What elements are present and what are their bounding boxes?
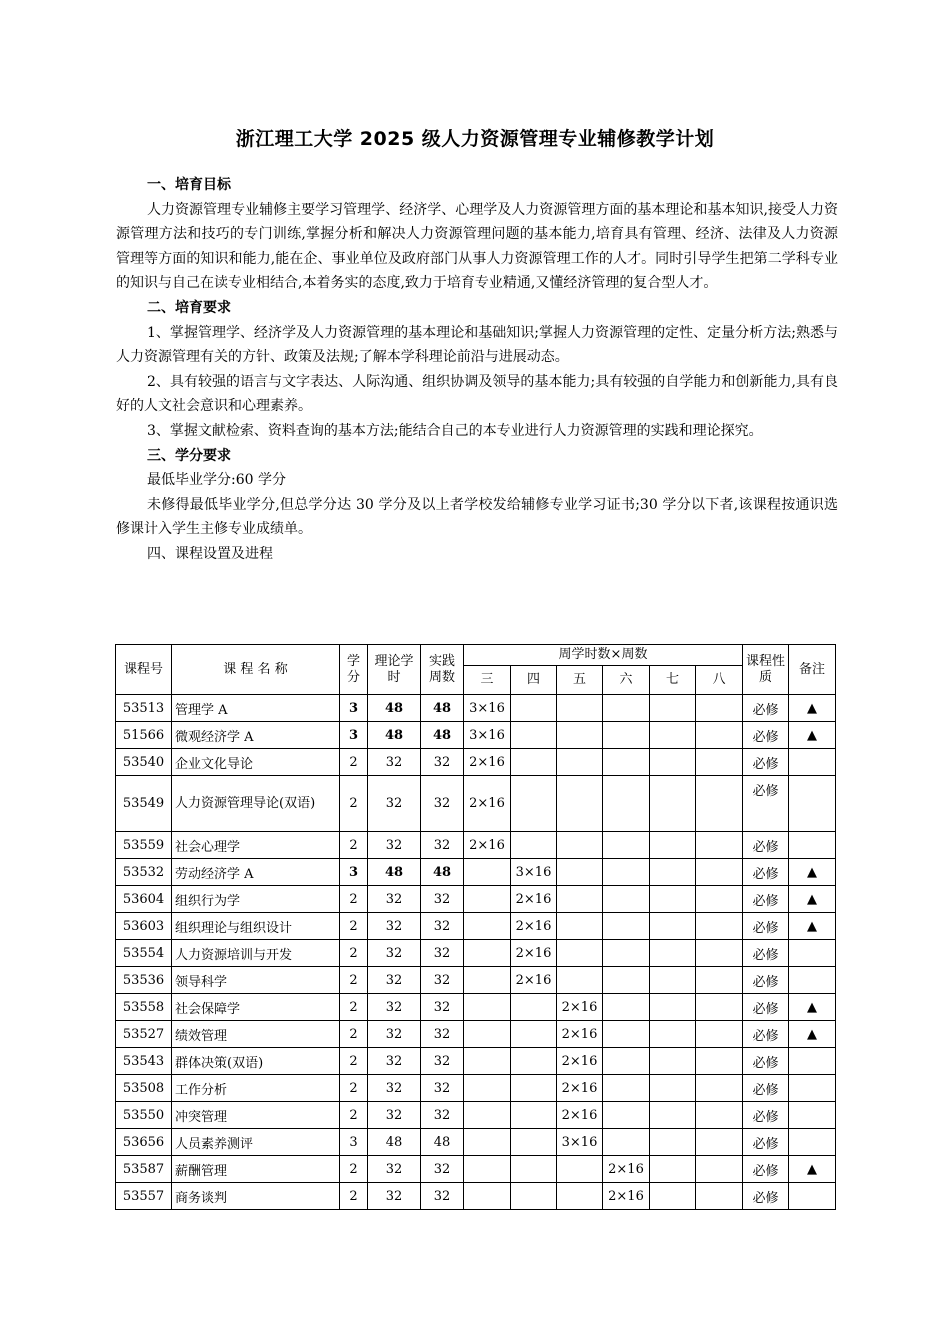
sem7-cell: [650, 967, 696, 994]
course-remark: [789, 749, 836, 776]
sem7-cell: [650, 1129, 696, 1156]
sem3-cell: [464, 940, 511, 967]
sem3-cell: [464, 1129, 511, 1156]
table-row: [116, 1156, 836, 1183]
header-sem4: 四: [511, 666, 557, 695]
sem4-cell: [511, 722, 557, 749]
header-sem6: 六: [603, 666, 650, 695]
sem7-cell: [650, 695, 696, 722]
course-code: 53603: [116, 913, 172, 940]
sem6-cell: [603, 994, 650, 1021]
course-credit: 2: [340, 913, 368, 940]
sem6-cell: [603, 695, 650, 722]
sem6-cell: [603, 749, 650, 776]
course-nature: 必修: [743, 967, 789, 994]
sem6-cell: 2×16: [603, 1183, 650, 1210]
course-name: 商务谈判: [172, 1183, 340, 1210]
sem6-cell: [603, 913, 650, 940]
sem3-cell: [464, 1156, 511, 1183]
course-name: 冲突管理: [172, 1102, 340, 1129]
sem8-cell: [696, 749, 743, 776]
course-theory-hours: 48: [368, 722, 421, 749]
course-credit: 2: [340, 832, 368, 859]
course-nature: 必修: [743, 940, 789, 967]
sem6-cell: 2×16: [603, 1156, 650, 1183]
course-nature: 必修: [743, 1129, 789, 1156]
course-theory-hours: 32: [368, 994, 421, 1021]
course-theory-hours: 32: [368, 1075, 421, 1102]
course-remark: ▲: [789, 859, 836, 886]
sem5-cell: [557, 886, 603, 913]
course-name: 微观经济学 A: [172, 722, 340, 749]
sem6-cell: [603, 967, 650, 994]
sem7-cell: [650, 1075, 696, 1102]
course-name: 领导科学: [172, 967, 340, 994]
sem6-cell: [603, 832, 650, 859]
sem6-cell: [603, 722, 650, 749]
header-sem3: 三: [464, 666, 511, 695]
sem7-cell: [650, 1102, 696, 1129]
course-theory-hours: 48: [368, 695, 421, 722]
course-remark: [789, 940, 836, 967]
header-sem5: 五: [557, 666, 603, 695]
course-remark: ▲: [789, 994, 836, 1021]
header-nature: 课程性质: [743, 645, 789, 695]
course-remark: [789, 1183, 836, 1210]
course-theory-hours: 32: [368, 832, 421, 859]
table-row: [116, 994, 836, 1021]
course-nature: 必修: [743, 1183, 789, 1210]
course-rows: [116, 695, 836, 1210]
header-remark: 备注: [789, 645, 836, 695]
requirement-3: 3、掌握文献检索、资料查询的基本方法;能结合自己的本专业进行人力资源管理的实践和理论探究。: [147, 422, 763, 439]
course-nature: 必修: [743, 913, 789, 940]
course-theory-hours: 32: [368, 776, 421, 832]
course-credit: 2: [340, 1075, 368, 1102]
sem7-cell: [650, 994, 696, 1021]
sem7-cell: [650, 940, 696, 967]
table-row: [116, 940, 836, 967]
sem8-cell: [696, 776, 743, 832]
course-nature: 必修: [743, 1021, 789, 1048]
course-code: 53604: [116, 886, 172, 913]
sem6-cell: [603, 1102, 650, 1129]
body-text: [116, 173, 838, 567]
sem4-cell: [511, 832, 557, 859]
course-theory-hours: 32: [368, 886, 421, 913]
course-code: 53554: [116, 940, 172, 967]
course-practice-weeks: 32: [421, 1021, 464, 1048]
course-theory-hours: 32: [368, 940, 421, 967]
sem4-cell: [511, 1102, 557, 1129]
sem5-cell: [557, 832, 603, 859]
course-nature: 必修: [743, 1102, 789, 1129]
sem3-cell: 2×16: [464, 749, 511, 776]
sem3-cell: [464, 1048, 511, 1075]
sem4-cell: [511, 1075, 557, 1102]
sem5-cell: [557, 695, 603, 722]
sem8-cell: [696, 940, 743, 967]
course-nature: 必修: [743, 859, 789, 886]
course-name: 组织理论与组织设计: [172, 913, 340, 940]
sem3-cell: [464, 967, 511, 994]
sem4-cell: 2×16: [511, 940, 557, 967]
credit-minimum: 最低毕业学分:60 学分: [147, 472, 286, 489]
course-name: 绩效管理: [172, 1021, 340, 1048]
table-row: [116, 832, 836, 859]
course-remark: ▲: [789, 695, 836, 722]
course-theory-hours: 32: [368, 1021, 421, 1048]
sem6-cell: [603, 1021, 650, 1048]
sem3-cell: [464, 859, 511, 886]
course-credit: 2: [340, 967, 368, 994]
course-name: 管理学 A: [172, 695, 340, 722]
course-theory-hours: 48: [368, 859, 421, 886]
sem4-cell: [511, 1048, 557, 1075]
header-name: 课 程 名 称: [172, 645, 340, 695]
table-row: [116, 886, 836, 913]
sem8-cell: [696, 1183, 743, 1210]
course-code: 53550: [116, 1102, 172, 1129]
course-practice-weeks: 48: [421, 722, 464, 749]
course-credit: 2: [340, 749, 368, 776]
sem3-cell: [464, 994, 511, 1021]
table-row: [116, 1075, 836, 1102]
sem5-cell: [557, 1156, 603, 1183]
course-theory-hours: 32: [368, 749, 421, 776]
course-code: 53559: [116, 832, 172, 859]
sem4-cell: 2×16: [511, 886, 557, 913]
header-code: 课程号: [116, 645, 172, 695]
course-nature: 必修: [743, 1075, 789, 1102]
sem5-cell: 3×16: [557, 1129, 603, 1156]
sem8-cell: [696, 967, 743, 994]
course-nature: 必修: [743, 994, 789, 1021]
sem8-cell: [696, 1021, 743, 1048]
sem7-cell: [650, 1021, 696, 1048]
course-theory-hours: 32: [368, 1048, 421, 1075]
sem8-cell: [696, 722, 743, 749]
table-row: [116, 859, 836, 886]
course-remark: [789, 1048, 836, 1075]
course-name: 薪酬管理: [172, 1156, 340, 1183]
sem4-cell: 2×16: [511, 967, 557, 994]
sem8-cell: [696, 1102, 743, 1129]
course-name: 劳动经济学 A: [172, 859, 340, 886]
sem3-cell: [464, 1102, 511, 1129]
course-credit: 3: [340, 1129, 368, 1156]
sem7-cell: [650, 859, 696, 886]
course-code: 53508: [116, 1075, 172, 1102]
sem4-cell: [511, 1021, 557, 1048]
header-sem7: 七: [650, 666, 696, 695]
course-remark: [789, 832, 836, 859]
sem4-cell: [511, 1129, 557, 1156]
course-nature: 必修: [743, 722, 789, 749]
sem8-cell: [696, 994, 743, 1021]
course-credit: 3: [340, 695, 368, 722]
course-name: 组织行为学: [172, 886, 340, 913]
course-practice-weeks: 32: [421, 1183, 464, 1210]
course-theory-hours: 32: [368, 967, 421, 994]
course-credit: 2: [340, 994, 368, 1021]
sem7-cell: [650, 722, 696, 749]
sem4-cell: [511, 695, 557, 722]
course-credit: 2: [340, 1102, 368, 1129]
sem8-cell: [696, 1075, 743, 1102]
course-practice-weeks: 32: [421, 913, 464, 940]
sem3-cell: [464, 1021, 511, 1048]
course-code: 53557: [116, 1183, 172, 1210]
credit-heading: 三、学分要求: [147, 447, 231, 464]
table-row: [116, 967, 836, 994]
table-row: [116, 1129, 836, 1156]
sem4-cell: [511, 749, 557, 776]
sem6-cell: [603, 1048, 650, 1075]
table-row: [116, 776, 836, 832]
header-weekly: 周学时数×周数: [464, 645, 743, 666]
table-row: [116, 722, 836, 749]
goal-text: 人力资源管理专业辅修主要学习管理学、经济学、心理学及人力资源管理方面的基本理论和基本知识,接受人力资源管理方法和技巧的专门训练,掌握分析和解决人力资源管理问题的基本能力,培育具有管理、经济、法律及人力资源管理等方面的知识和能力,能在企、事业单位及政府部门从事人力资源管理工作的人才。同时引导学生把第二学科专业的知识与自己在读专业相结合,本着务实的态度,致力于培育专业精通,又懂经济管理的复合型人才。: [116, 201, 838, 292]
sem4-cell: [511, 1156, 557, 1183]
sem4-cell: 2×16: [511, 913, 557, 940]
table-row: [116, 913, 836, 940]
sem6-cell: [603, 886, 650, 913]
sem6-cell: [603, 1129, 650, 1156]
course-practice-weeks: 48: [421, 695, 464, 722]
credit-note: 未修得最低毕业学分,但总学分达 30 学分及以上者学校发给辅修专业学习证书;30 学分以下者,该课程按通识选修课计入学生主修专业成绩单。: [116, 496, 838, 538]
sem5-cell: 2×16: [557, 994, 603, 1021]
course-code: 53540: [116, 749, 172, 776]
course-credit: 2: [340, 1021, 368, 1048]
course-code: 53549: [116, 776, 172, 832]
table-row: [116, 749, 836, 776]
sem3-cell: 3×16: [464, 722, 511, 749]
sem5-cell: [557, 776, 603, 832]
course-credit: 2: [340, 1156, 368, 1183]
course-theory-hours: 32: [368, 1183, 421, 1210]
sem8-cell: [696, 1048, 743, 1075]
course-name: 人力资源管理导论(双语): [172, 776, 340, 832]
sem7-cell: [650, 913, 696, 940]
course-name: 工作分析: [172, 1075, 340, 1102]
sem7-cell: [650, 1048, 696, 1075]
course-remark: ▲: [789, 722, 836, 749]
course-remark: [789, 967, 836, 994]
course-practice-weeks: 32: [421, 1102, 464, 1129]
course-credit: 2: [340, 886, 368, 913]
course-code: 53587: [116, 1156, 172, 1183]
course-nature: 必修: [743, 1048, 789, 1075]
course-practice-weeks: 32: [421, 1156, 464, 1183]
sem5-cell: 2×16: [557, 1102, 603, 1129]
course-nature: 必修: [743, 749, 789, 776]
course-remark: ▲: [789, 913, 836, 940]
course-practice-weeks: 32: [421, 994, 464, 1021]
course-code: 51566: [116, 722, 172, 749]
course-practice-weeks: 48: [421, 859, 464, 886]
sem5-cell: 2×16: [557, 1021, 603, 1048]
course-theory-hours: 32: [368, 913, 421, 940]
sem8-cell: [696, 1156, 743, 1183]
course-remark: [789, 1102, 836, 1129]
sem5-cell: [557, 722, 603, 749]
course-nature: 必修: [743, 886, 789, 913]
sem3-cell: 2×16: [464, 776, 511, 832]
course-remark: [789, 1075, 836, 1102]
course-name: 人力资源培训与开发: [172, 940, 340, 967]
course-code: 53513: [116, 695, 172, 722]
sem6-cell: [603, 859, 650, 886]
sem6-cell: [603, 776, 650, 832]
course-nature: 必修: [743, 832, 789, 859]
sem6-cell: [603, 940, 650, 967]
sem8-cell: [696, 886, 743, 913]
course-credit: 2: [340, 1048, 368, 1075]
sem5-cell: [557, 1183, 603, 1210]
course-credit: 2: [340, 940, 368, 967]
course-remark: [789, 1129, 836, 1156]
course-nature: 必修: [743, 1156, 789, 1183]
course-remark: ▲: [789, 1021, 836, 1048]
course-code: 53527: [116, 1021, 172, 1048]
course-practice-weeks: 32: [421, 967, 464, 994]
course-practice-weeks: 32: [421, 749, 464, 776]
table-row: [116, 1048, 836, 1075]
sem5-cell: [557, 749, 603, 776]
sem8-cell: [696, 832, 743, 859]
course-heading: 四、课程设置及进程: [147, 545, 273, 562]
table-row: [116, 1021, 836, 1048]
header-credit: 学分: [340, 645, 368, 695]
course-name: 社会心理学: [172, 832, 340, 859]
sem3-cell: [464, 913, 511, 940]
course-code: 53532: [116, 859, 172, 886]
header-sem8: 八: [696, 666, 743, 695]
course-code: 53558: [116, 994, 172, 1021]
sem4-cell: [511, 776, 557, 832]
course-name: 社会保障学: [172, 994, 340, 1021]
sem5-cell: 2×16: [557, 1075, 603, 1102]
sem4-cell: [511, 1183, 557, 1210]
course-practice-weeks: 32: [421, 832, 464, 859]
course-remark: ▲: [789, 886, 836, 913]
sem7-cell: [650, 1183, 696, 1210]
course-credit: 3: [340, 722, 368, 749]
course-name: 企业文化导论: [172, 749, 340, 776]
course-theory-hours: 48: [368, 1129, 421, 1156]
course-practice-weeks: 32: [421, 940, 464, 967]
sem7-cell: [650, 776, 696, 832]
course-remark: ▲: [789, 1156, 836, 1183]
course-name: 人员素养测评: [172, 1129, 340, 1156]
sem7-cell: [650, 886, 696, 913]
table-row: [116, 1102, 836, 1129]
course-credit: 3: [340, 859, 368, 886]
sem4-cell: 3×16: [511, 859, 557, 886]
sem3-cell: 2×16: [464, 832, 511, 859]
sem8-cell: [696, 1129, 743, 1156]
sem4-cell: [511, 994, 557, 1021]
sem6-cell: [603, 1075, 650, 1102]
course-remark: [789, 776, 836, 832]
course-practice-weeks: 32: [421, 886, 464, 913]
sem8-cell: [696, 859, 743, 886]
course-practice-weeks: 32: [421, 776, 464, 832]
sem5-cell: [557, 967, 603, 994]
sem3-cell: [464, 886, 511, 913]
sem8-cell: [696, 913, 743, 940]
table-row: [116, 1183, 836, 1210]
sem3-cell: [464, 1075, 511, 1102]
requirement-2: 2、具有较强的语言与文字表达、人际沟通、组织协调及领导的基本能力;具有较强的自学能力和创新能力,具有良好的人文社会意识和心理素养。: [116, 373, 838, 415]
course-code: 53543: [116, 1048, 172, 1075]
course-code: 53536: [116, 967, 172, 994]
sem5-cell: [557, 940, 603, 967]
page-title: 浙江理工大学 2025 级人力资源管理专业辅修教学计划: [235, 128, 715, 150]
course-practice-weeks: 48: [421, 1129, 464, 1156]
course-credit: 2: [340, 1183, 368, 1210]
sem7-cell: [650, 1156, 696, 1183]
sem7-cell: [650, 832, 696, 859]
course-table: [115, 644, 836, 1210]
header-theory-hours: 理论学时: [368, 645, 421, 695]
course-theory-hours: 32: [368, 1156, 421, 1183]
sem7-cell: [650, 749, 696, 776]
course-nature: 必修: [743, 776, 789, 832]
course-name: 群体决策(双语): [172, 1048, 340, 1075]
sem3-cell: 3×16: [464, 695, 511, 722]
sem5-cell: [557, 913, 603, 940]
sem5-cell: [557, 859, 603, 886]
sem8-cell: [696, 695, 743, 722]
course-practice-weeks: 32: [421, 1075, 464, 1102]
course-code: 53656: [116, 1129, 172, 1156]
course-nature: 必修: [743, 695, 789, 722]
table-row: [116, 695, 836, 722]
goal-heading: 一、培育目标: [147, 177, 231, 193]
course-credit: 2: [340, 776, 368, 832]
course-practice-weeks: 32: [421, 1048, 464, 1075]
course-theory-hours: 32: [368, 1102, 421, 1129]
sem5-cell: 2×16: [557, 1048, 603, 1075]
sem3-cell: [464, 1183, 511, 1210]
header-practice-weeks: 实践周数: [421, 645, 464, 695]
requirements-heading: 二、培育要求: [147, 299, 231, 316]
requirement-1: 1、掌握管理学、经济学及人力资源管理的基本理论和基础知识;掌握人力资源管理的定性、定量分析方法;熟悉与人力资源管理有关的方针、政策及法规;了解本学科理论前沿与进展动态。: [116, 324, 838, 366]
